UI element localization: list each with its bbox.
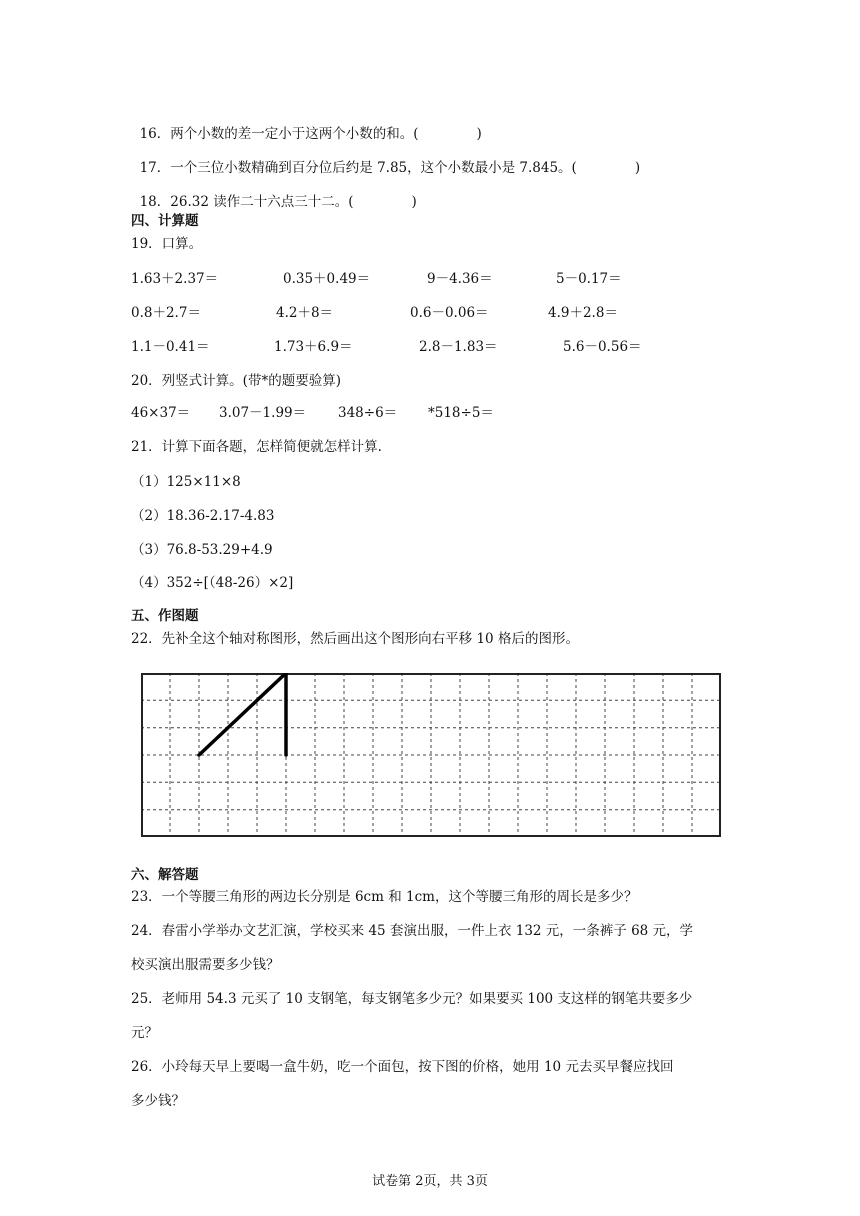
question-24-line2: 校买演出服需要多少钱？ (131, 957, 280, 973)
page-footer: 试卷第 2页，共 3页 (372, 1174, 488, 1189)
calc-item: 4.9＋2.8＝ (548, 305, 618, 321)
question-18-paren: ) (411, 193, 417, 210)
calc-item: 0.35＋0.49＝ (283, 271, 371, 287)
calc-item: 5.6－0.56＝ (563, 339, 642, 355)
question-24-line1: 24．春雷小学举办文艺汇演，学校买来 45 套演出服，一件上衣 132 元，一条裤子 68 元，学 (131, 923, 694, 939)
simplify-item: （4）352÷[（48-26）×2] (131, 575, 294, 591)
question-20-title: 20．列竖式计算。(带*的题要验算) (131, 373, 341, 389)
calc-item: 1.1－0.41＝ (131, 339, 210, 355)
question-18 (131, 182, 417, 209)
calc-item: 0.8＋2.7＝ (131, 305, 201, 321)
vertical-calc-item: *518÷5＝ (428, 405, 494, 421)
calc-item: 2.8－1.83＝ (419, 339, 498, 355)
grid-dashed-lines (141, 673, 721, 837)
question-16 (131, 114, 482, 141)
calc-item: 4.2＋8＝ (276, 305, 334, 321)
calc-item: 1.73＋6.9＝ (274, 339, 353, 355)
simplify-item: （1）125×11×8 (131, 474, 241, 490)
simplify-item: （3）76.8-53.29+4.9 (131, 542, 273, 558)
question-22-title: 22．先补全这个轴对称图形，然后画出这个图形向右平移 10 格后的图形。 (131, 631, 579, 647)
vertical-calc-item: 348÷6＝ (338, 405, 398, 421)
question-16-paren: ) (476, 125, 482, 142)
question-23: 23．一个等腰三角形的两边长分别是 6cm 和 1cm，这个等腰三角形的周长是多少？ (131, 889, 638, 905)
question-25-line1: 25．老师用 54.3 元买了 10 支钢笔，每支钢笔多少元？如果要买 100 支这样的钢笔共要多少 (131, 991, 693, 1007)
question-17-text: 17．一个三位小数精确到百分位后约是 7.85，这个小数最小是 7.845。( (139, 159, 577, 176)
section-4-heading: 四、计算题 (131, 213, 199, 229)
question-17 (131, 148, 640, 175)
half-figure (199, 673, 286, 755)
question-16-text: 16．两个小数的差一定小于这两个小数的和。( (139, 125, 419, 142)
calc-item: 0.6－0.06＝ (410, 305, 489, 321)
question-26-line2: 多少钱？ (131, 1093, 185, 1109)
question-19-title: 19．口算。 (131, 236, 203, 252)
question-17-paren: ) (634, 159, 641, 176)
drawing-grid[interactable] (141, 673, 721, 837)
calc-item: 5－0.17＝ (556, 271, 622, 287)
vertical-calc-item: 46×37＝ (131, 405, 191, 421)
section-6-heading: 六、解答题 (131, 867, 199, 883)
question-26-line1: 26．小玲每天早上要喝一盒牛奶，吃一个面包，按下图的价格，她用 10 元去买早餐应找回 (131, 1059, 674, 1075)
question-18-text: 18．26.32 读作二十六点三十二。( (139, 193, 354, 210)
section-5-heading: 五、作图题 (131, 608, 199, 624)
question-21-title: 21．计算下面各题，怎样简便就怎样计算. (131, 439, 382, 455)
question-25-line2: 元？ (131, 1025, 158, 1041)
calc-item: 9－4.36＝ (427, 271, 493, 287)
simplify-item: （2）18.36-2.17-4.83 (131, 508, 275, 524)
calc-item: 1.63＋2.37＝ (131, 271, 219, 287)
vertical-calc-item: 3.07－1.99＝ (219, 405, 307, 421)
